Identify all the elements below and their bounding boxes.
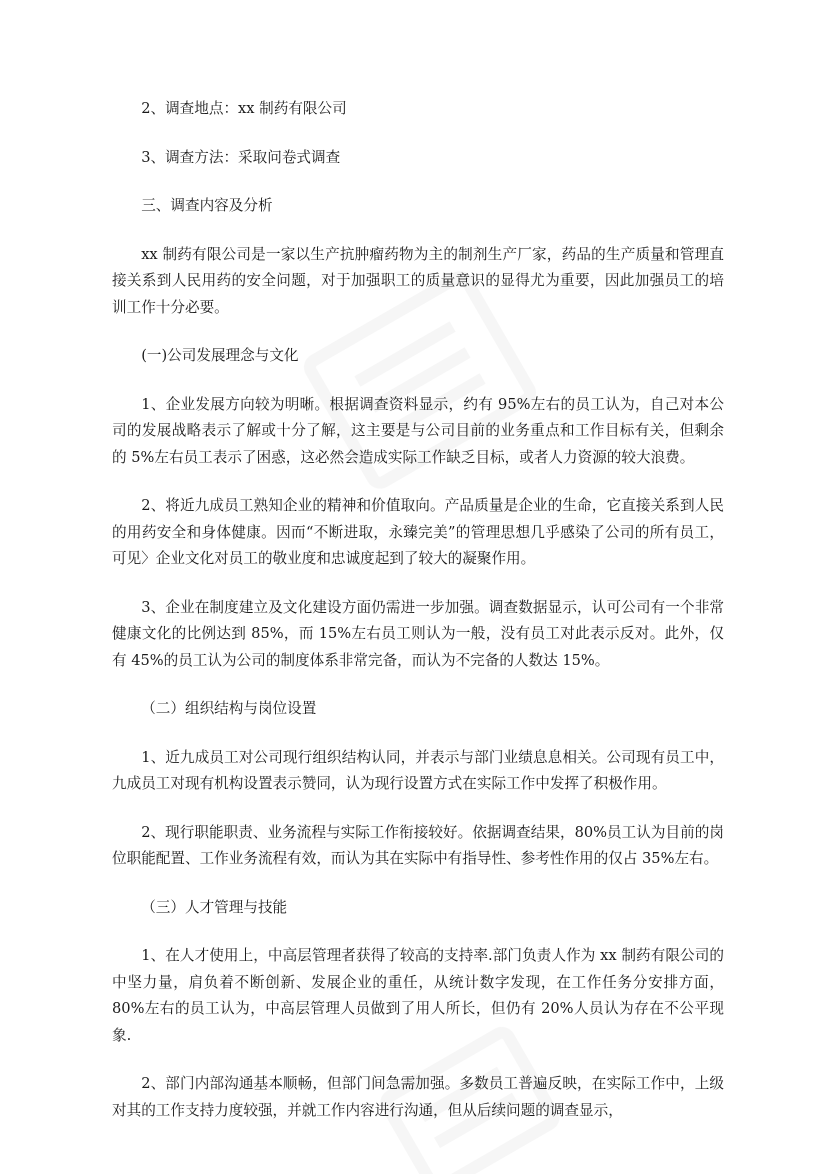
document-body [112,96,724,1146]
company-intro-paragraph: xx 制药有限公司是一家以生产抗肿瘤药物为主的制剂生产厂家，药品的生产质量和管理直接关系到人民用药的安全问题，对于加强职工的质量意识的显得尤为重要，因此加强员工的培训工作十分必要。 [112,245,724,316]
subsection-two-heading: （二）组织结构与岗位设置 [141,700,317,717]
direction-paragraph: 1、企业发展方向较为明晰。根据调查资料显示，约有 95%左右的员工认为，自己对本公司的发展战略表示了解或十分了解，这主要是与公司目前的业务重点和工作目标有关，但剩余的 5%左右员工表示了困惑，这必然会造成实际工作缺乏目标，或者人力资源的较大浪费。 [112,395,724,466]
spirit-paragraph: 2、将近九成员工熟知企业的精神和价值取向。产品质量是企业的生命，它直接关系到人民的用药安全和身体健康。因而“不断进取，永臻完美”的管理思想几乎感染了公司的所有员工，可见〉企业文化对员工的敬业度和忠诚度起到了较大的凝聚作用。 [112,497,724,567]
subsection-one-heading: (一)公司发展理念与文化 [141,347,299,364]
communication-paragraph: 2、部门内部沟通基本顺畅，但部门间急需加强。多数员工普遍反映，在实际工作中，上级对其的工作支持力度较强，并就工作内容进行沟通，但从后续问题的调查显示， [112,1075,724,1119]
survey-method-paragraph: 3、调查方法：采取问卷式调查 [141,148,341,166]
system-paragraph: 3、企业在制度建立及文化建设方面仍需进一步加强。调查数据显示，认可公司有一个非常健康文化的比例达到 85%，而 15%左右员工则认为一般，没有员工对此表示反对。此外，仅有 45%的员工认为公司的制度体系非常完备，而认为不完备的人数达 15%。 [112,598,724,669]
talent-paragraph: 1、在人才使用上，中高层管理者获得了较高的支持率.部门负责人作为 xx 制药有限公司的中坚力量，肩负着不断创新、发展企业的重任，从统计数字发现，在工作任务分安排方面，80%左右的员工认为，中高层管理人员做到了用人所长，但仍有 20%人员认为存在不公平现象. [112,947,724,1044]
survey-location-paragraph: 2、调查地点：xx 制药有限公司 [141,100,347,117]
section-three-heading: 三、调查内容及分析 [141,197,273,214]
structure-paragraph: 1、近九成员工对公司现行组织结构认同，并表示与部门业绩息息相关。公司现有员工中，九成员工对现有机构设置表示赞同，认为现行设置方式在实际工作中发挥了积极作用。 [112,748,724,792]
process-paragraph: 2、现行职能职责、业务流程与实际工作衔接较好。依据调查结果，80%员工认为目前的岗位职能配置、工作业务流程有效，而认为其在实际中有指导性、参考性作用的仅占 35%左右。 [112,823,724,867]
subsection-three-heading: （三）人才管理与技能 [141,898,288,916]
